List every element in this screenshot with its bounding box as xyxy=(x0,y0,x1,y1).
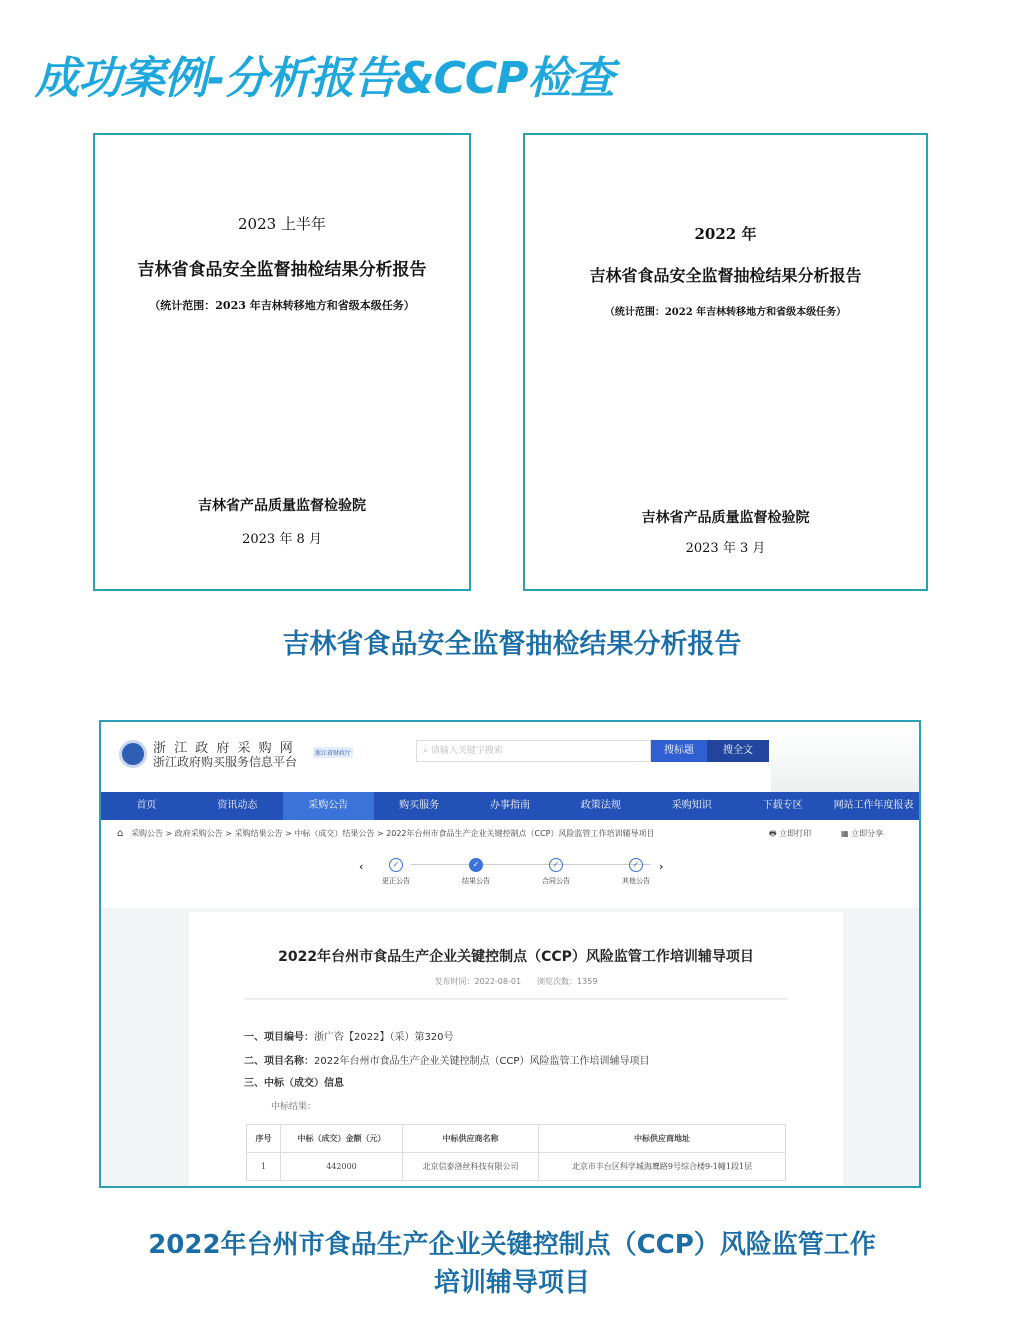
report-scope: （统计范围：2022 年吉林转移地方和省级本级任务） xyxy=(604,307,847,318)
article-card xyxy=(189,912,843,1188)
site-logo-icon xyxy=(119,740,147,768)
step-correction[interactable] xyxy=(371,858,421,886)
nav-news[interactable]: 资讯动态 xyxy=(217,800,258,811)
section-heading: 三、中标（成交）信息 xyxy=(244,1078,344,1089)
check-icon: ✓ xyxy=(629,858,643,872)
report-cover-2022 xyxy=(523,133,928,591)
search-input[interactable]: ⌕ 请输入关键字搜索 xyxy=(416,740,651,762)
project-name: 2022年台州市食品生产企业关键控制点（CCP）风险监管工作培训辅导项目 xyxy=(314,1056,650,1067)
report-date: 2023 年 3 月 xyxy=(685,541,766,556)
nav-knowledge[interactable]: 采购知识 xyxy=(671,800,712,811)
step-label: 其他公告 xyxy=(622,877,650,885)
table-header: 中标供应商名称 xyxy=(403,1125,539,1153)
result-label: 中标结果： xyxy=(271,1102,317,1112)
divider xyxy=(244,998,788,1000)
search-title-button[interactable]: 搜标题 xyxy=(651,740,707,762)
page-title: 成功案例-分析报告&CCP检查 xyxy=(35,53,614,104)
print-label: 立即打印 xyxy=(779,829,812,838)
home-icon[interactable]: ⌂ xyxy=(117,828,124,839)
landscape-decoration xyxy=(771,727,921,792)
report-cover-2023 xyxy=(93,133,471,591)
nav-annual-report[interactable]: 网站工作年度报表 xyxy=(833,800,914,811)
nav-policy[interactable]: 政策法规 xyxy=(580,800,621,811)
check-icon: ✓ xyxy=(469,858,483,872)
nav-downloads[interactable]: 下载专区 xyxy=(762,800,803,811)
table-row xyxy=(247,1153,786,1181)
search-full-button[interactable]: 搜全文 xyxy=(707,740,769,762)
report-name: 吉林省食品安全监督抽检结果分析报告 xyxy=(589,266,862,285)
report-period: 2022 年 xyxy=(694,225,757,243)
nav-services[interactable]: 购买服务 xyxy=(399,800,440,811)
table-header: 中标（成交）金额（元） xyxy=(281,1125,403,1153)
check-icon: ✓ xyxy=(549,858,563,872)
report-period: 2023 上半年 xyxy=(238,215,326,233)
breadcrumb-text[interactable]: 采购公告 > 政府采购公告 > 采购结果公告 > 中标（成交）结果公告 > 2022年台州市食品生产企业关键控制点（CCP）风险监管工作培训辅导项目 xyxy=(131,829,655,838)
check-icon: ✓ xyxy=(389,858,403,872)
share-button[interactable]: ▦ 立即分享 xyxy=(841,829,884,838)
table-header: 序号 xyxy=(247,1125,281,1153)
project-number: 浙广咨【2022】（采）第320号 xyxy=(314,1032,454,1043)
step-result[interactable] xyxy=(451,858,501,886)
announcement-steps xyxy=(101,848,919,908)
search-placeholder: 请输入关键字搜索 xyxy=(430,746,503,756)
label: 一、项目编号： xyxy=(244,1032,314,1043)
caption-reports: 吉林省食品安全监督抽检结果分析报告 xyxy=(282,629,742,660)
step-contract[interactable] xyxy=(531,858,581,886)
step-label: 更正公告 xyxy=(382,877,410,885)
nav-home[interactable]: 首页 xyxy=(136,800,157,811)
caption-ccp-line2: 培训辅导项目 xyxy=(433,1268,590,1298)
share-label: 立即分享 xyxy=(851,829,884,838)
step-other[interactable] xyxy=(611,858,664,886)
site-subname: 浙江政府购买服务信息平台 xyxy=(153,755,298,769)
report-scope: （统计范围：2023 年吉林转移地方和省级本级任务） xyxy=(149,299,415,312)
main-nav xyxy=(101,792,919,820)
table-header: 中标供应商地址 xyxy=(539,1125,786,1153)
site-header xyxy=(101,722,919,792)
report-org: 吉林省产品质量监督检验院 xyxy=(198,498,366,514)
print-button[interactable]: 🖶 立即打印 xyxy=(769,829,812,838)
report-name: 吉林省食品安全监督抽检结果分析报告 xyxy=(137,260,427,280)
article-title: 2022年台州市食品生产企业关键控制点（CCP）风险监管工作培训辅导项目 xyxy=(278,949,754,965)
procurement-screenshot xyxy=(99,720,921,1188)
report-org: 吉林省产品质量监督检验院 xyxy=(641,510,810,526)
step-label: 结果公告 xyxy=(462,877,490,885)
label: 二、项目名称： xyxy=(244,1056,314,1067)
table-cell: 北京信泰洛丝科技有限公司 xyxy=(403,1153,539,1181)
nav-guide[interactable]: 办事指南 xyxy=(490,800,530,811)
nav-announcements[interactable]: 采购公告 xyxy=(283,792,374,820)
result-table xyxy=(246,1124,786,1181)
breadcrumb xyxy=(101,820,919,848)
step-label: 合同公告 xyxy=(542,877,570,885)
table-cell: 1 xyxy=(247,1153,281,1181)
site-name: 浙 江 政 府 采 购 网 xyxy=(153,741,295,756)
table-cell: 442000 xyxy=(281,1153,403,1181)
table-cell: 北京市丰台区科学城海鹰路9号综合楼9-1幢1段1层 xyxy=(539,1153,786,1181)
prev-arrow-icon[interactable]: ‹ xyxy=(359,860,364,873)
article-meta: 发布时间：2022-08-01 浏览次数：1359 xyxy=(434,977,598,986)
report-date: 2023 年 8 月 xyxy=(242,532,322,547)
caption-ccp-line1: 2022年台州市食品生产企业关键控制点（CCP）风险监管工作 xyxy=(148,1230,876,1260)
site-badge: 浙江省财政厅 xyxy=(313,747,353,758)
next-arrow-icon[interactable]: › xyxy=(659,860,664,873)
